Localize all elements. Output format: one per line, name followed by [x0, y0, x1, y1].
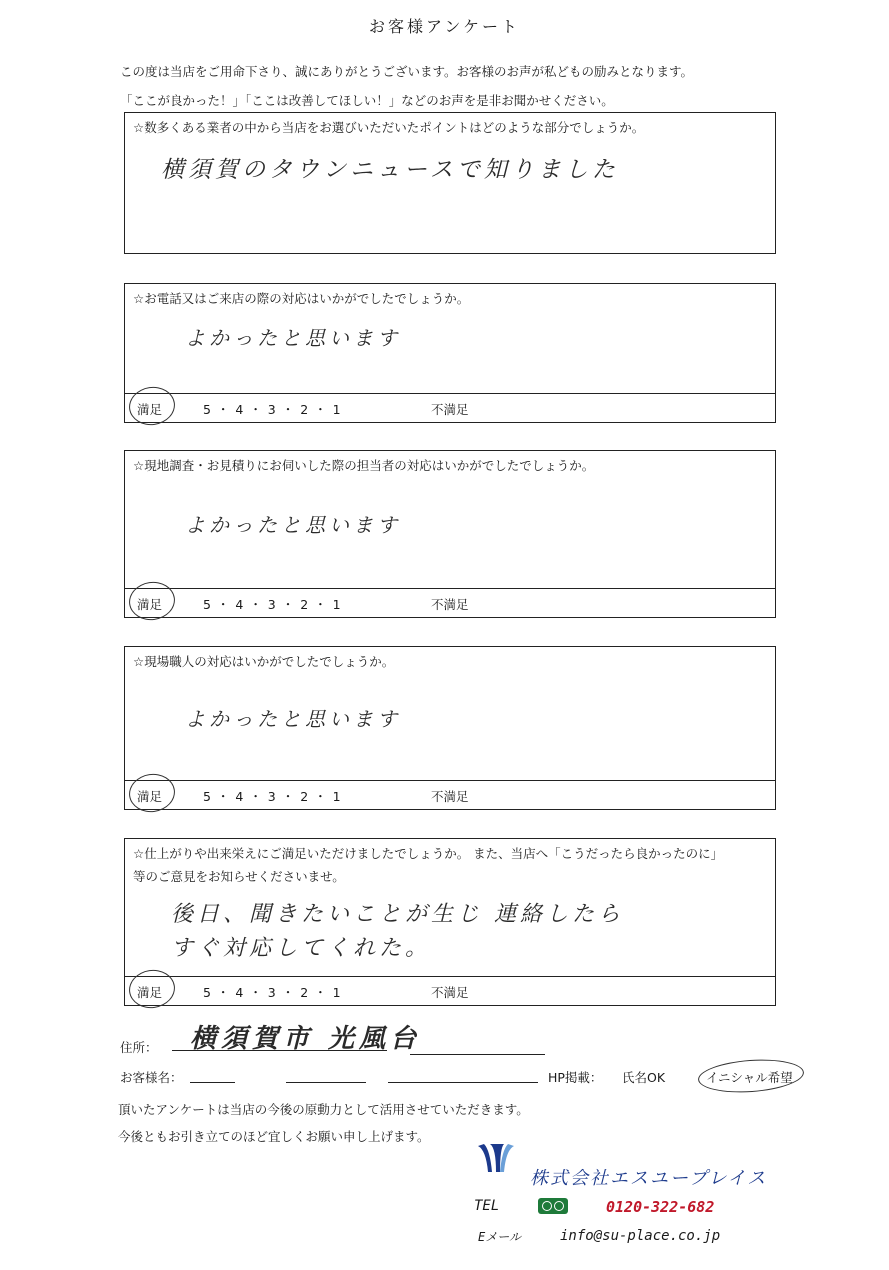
tel-label: TEL [474, 1198, 500, 1214]
address-value: 横須賀市 光風台 [190, 1024, 422, 1054]
company-logo-icon [476, 1142, 516, 1176]
customer-name-underline-2 [286, 1082, 366, 1083]
question-5-text-2: 等のご意見をお知らせくださいませ。 [133, 869, 345, 884]
question-3-rating [125, 588, 775, 617]
question-3-answer: よかったと思います [185, 513, 401, 537]
rating-scale: 5 ・ 4 ・ 3 ・ 2 ・ 1 [203, 789, 342, 804]
question-2-answer: よかったと思います [185, 326, 401, 350]
question-5-text: ☆仕上がりや出来栄えにご満足いただけましたでしょうか。 また、当店へ「こうだったら良かったのに」 [133, 846, 724, 861]
address-underline-2 [410, 1054, 545, 1055]
question-2-rating [125, 393, 775, 422]
rating-dissatisfied-label: 不満足 [431, 789, 469, 804]
tel-number: 0120-322-682 [606, 1198, 715, 1216]
rating-scale: 5 ・ 4 ・ 3 ・ 2 ・ 1 [203, 597, 342, 612]
rating-scale: 5 ・ 4 ・ 3 ・ 2 ・ 1 [203, 985, 342, 1000]
intro-line-2: 「ここが良かった！」「ここは改善してほしい！」などのお声を是非お聞かせください。 [120, 93, 614, 108]
hp-label: HP掲載： [548, 1070, 603, 1085]
hp-option-name-ok: 氏名OK [622, 1070, 666, 1085]
question-2-box [124, 283, 776, 423]
rating-dissatisfied-label: 不満足 [431, 597, 469, 612]
question-1-text: ☆数多くある業者の中から当店をお選びいただいたポイントはどのような部分でしょうか。 [133, 120, 645, 135]
address-label: 住所： [120, 1040, 158, 1055]
footer-line-2: 今後ともお引き立てのほど宜しくお願い申し上げます。 [118, 1129, 430, 1144]
rating-satisfied-label: 満足 [137, 597, 163, 612]
question-4-box [124, 646, 776, 810]
rating-satisfied-label: 満足 [137, 402, 163, 417]
question-4-answer: よかったと思います [185, 707, 401, 731]
rating-dissatisfied-label: 不満足 [431, 402, 469, 417]
question-3-text: ☆現地調査・お見積りにお伺いした際の担当者の対応はいかがでしたでしょうか。 [133, 458, 595, 473]
rating-satisfied-label: 満足 [137, 789, 163, 804]
email-label: Eメール [478, 1230, 521, 1244]
question-2-text: ☆お電話又はご来店の際の対応はいかがでしたでしょうか。 [133, 291, 470, 306]
question-1-box [124, 112, 776, 254]
question-5-answer: 後日、聞きたいことが生じ 連絡したら [171, 902, 624, 927]
company-name: 株式会社エスユープレイス [530, 1168, 768, 1189]
address-underline-1 [172, 1050, 387, 1051]
customer-name-underline-3 [388, 1082, 538, 1083]
question-5-rating [125, 976, 775, 1005]
rating-satisfied-label: 満足 [137, 985, 163, 1000]
question-4-text: ☆現場職人の対応はいかがでしたでしょうか。 [133, 654, 395, 669]
rating-dissatisfied-label: 不満足 [431, 985, 469, 1000]
customer-name-underline-1 [190, 1082, 235, 1083]
hp-option-initial: イニシャル希望 [706, 1070, 793, 1085]
page-title: お客様アンケート [368, 17, 521, 36]
question-4-rating [125, 780, 775, 809]
question-1-answer: 横須賀のタウンニュースで知りました [161, 157, 619, 183]
question-5-answer-2: すぐ対応してくれた。 [171, 936, 432, 961]
question-3-box [124, 450, 776, 618]
rating-scale: 5 ・ 4 ・ 3 ・ 2 ・ 1 [203, 402, 342, 417]
email-address: info@su-place.co.jp [560, 1228, 721, 1244]
intro-line-1: この度は当店をご用命下さり、誠にありがとうございます。お客様のお声が私どもの励みとなります。 [120, 64, 694, 79]
footer-line-1: 頂いたアンケートは当店の今後の原動力として活用させていただきます。 [118, 1102, 529, 1117]
customer-name-label: お客様名： [120, 1070, 183, 1085]
freedial-icon [538, 1198, 568, 1214]
hp-option-selected-circle [697, 1056, 805, 1095]
question-5-box [124, 838, 776, 1006]
